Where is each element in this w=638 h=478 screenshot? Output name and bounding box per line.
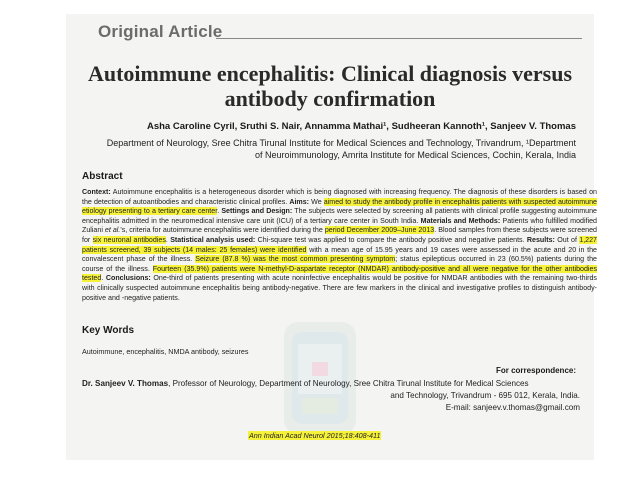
stats-label: Statistical analysis used: <box>170 235 256 244</box>
results-text-2: with a mean age of 15.95 years and 19 cases were assessed in the acute and 20 in the convalescent phase of the illness. <box>82 245 597 264</box>
citation: Ann Indian Acad Neurol 2015;18:408-411 <box>249 431 381 440</box>
nmdar-highlight: Fourteen (35.9%) patients were N-methyl-D-aspartate receptor (NMDAR) antibody-positive and all were negative for the other antibodies tested <box>82 264 597 283</box>
methods-end: . <box>165 235 171 244</box>
methods-etal: et al. <box>104 226 121 235</box>
affiliations <box>80 137 576 161</box>
keywords-text: Autoimmune, encephalitis, NMDA antibody, seizures <box>82 347 249 356</box>
results-text: Out of <box>554 235 580 244</box>
context-label: Context: <box>82 188 111 196</box>
header-rule <box>216 38 582 39</box>
period-highlight: period December 2009–June 2013 <box>324 226 435 235</box>
methods-text-2: 's, criteria for autoimmune encephalitis were identified during the <box>120 226 325 235</box>
title-line-1: Autoimmune encephalitis: Clinical diagnosis versus <box>87 61 573 86</box>
methods-label: Materials and Methods: <box>420 216 501 225</box>
correspondence-label: For correspondence: <box>495 366 576 375</box>
methods-text-3: . Blood samples from these subjects were screened for <box>82 226 597 244</box>
stats-text: Chi-square test was applied to compare the antibody positive and negative patients. <box>255 235 527 244</box>
results-label: Results: <box>526 235 555 244</box>
correspondence-line-2: and Technology, Trivandrum - 695 012, Kerala, India. <box>390 391 580 400</box>
affiliation-line-1: Department of Neurology, Sree Chitra Tirunal Institute for Medical Sciences and Technology, Trivandrum, ¹Department <box>106 138 576 148</box>
abstract-body <box>82 188 597 303</box>
abstract-heading: Abstract <box>82 171 123 182</box>
author-list: Asha Caroline Cyril, Sruthi S. Nair, Annamma Mathai¹, Sudheeran Kannoth¹, Sanjeev V. Thomas <box>146 121 576 132</box>
correspondence-email: E-mail: sanjeev.v.thomas@gmail.com <box>445 403 580 412</box>
conclusions-text: One-third of patients presenting with acute noninfective encephalitis would be positive for NMDAR antibodies with the remaining two-thirds with clinically suspected autoimmune encephalitis being antibody-negative. There are few markers in the clinical and investigative profiles to distinguish antibody-positive and -negative patients. <box>82 274 597 302</box>
setting-text: The subjects were selected by screening all patients with clinical profile suggesting autoimmune encephalitis admitted in the neuromedical intensive care unit (ICU) of a tertiary care center in South India. <box>82 207 597 225</box>
correspondence-line-1 <box>82 378 580 390</box>
conclusions-label: Conclusions: <box>105 274 151 283</box>
seizure-highlight: Seizure (87.8 %) was the most common presenting symptom <box>195 255 396 264</box>
keywords-heading: Key Words <box>82 325 135 336</box>
aims-highlight: aimed to study the antibody profile in encephalitis patients with suspected autoimmune etiology presenting to a tertiary care center <box>82 197 597 216</box>
aims-end: . <box>217 207 222 216</box>
article-title <box>66 61 594 111</box>
article-type-label: Original Article <box>98 22 223 41</box>
methods-text: Patients who fulfilled modified Zuliani <box>82 216 597 235</box>
correspondence-name: Dr. Sanjeev V. Thomas <box>82 379 169 388</box>
aims-label: Aims: <box>289 197 310 206</box>
antibodies-highlight: six neuronal antibodies <box>92 235 166 244</box>
context-text: Autoimmune encephalitis is a heterogeneous disorder which is being diagnosed with increasing frequency. The diagnosis of these disorders is based on the detection of autoantibodies and characteristic clinical profiles. <box>82 188 597 206</box>
correspondence-role: , Professor of Neurology, Department of Neurology, Sree Chitra Tirunal Institute for Medical Sciences <box>168 379 529 388</box>
correspondence-block <box>82 378 580 414</box>
setting-label: Settings and Design: <box>221 207 293 216</box>
aims-text: We <box>309 197 324 206</box>
results-text-3: ; status epilepticus occurred in 23 (60.5%) patients during the course of the illness. <box>82 255 597 273</box>
subjects-highlight: 1,227 patients screened, 39 subjects (14 males: 25 females) were identified <box>82 235 598 254</box>
affiliation-line-2: of Neuroimmunology, Amrita Institute for Medical Sciences, Cochin, Kerala, India <box>255 150 576 160</box>
results-end: . <box>101 274 106 283</box>
title-line-2: antibody confirmation <box>224 86 436 111</box>
